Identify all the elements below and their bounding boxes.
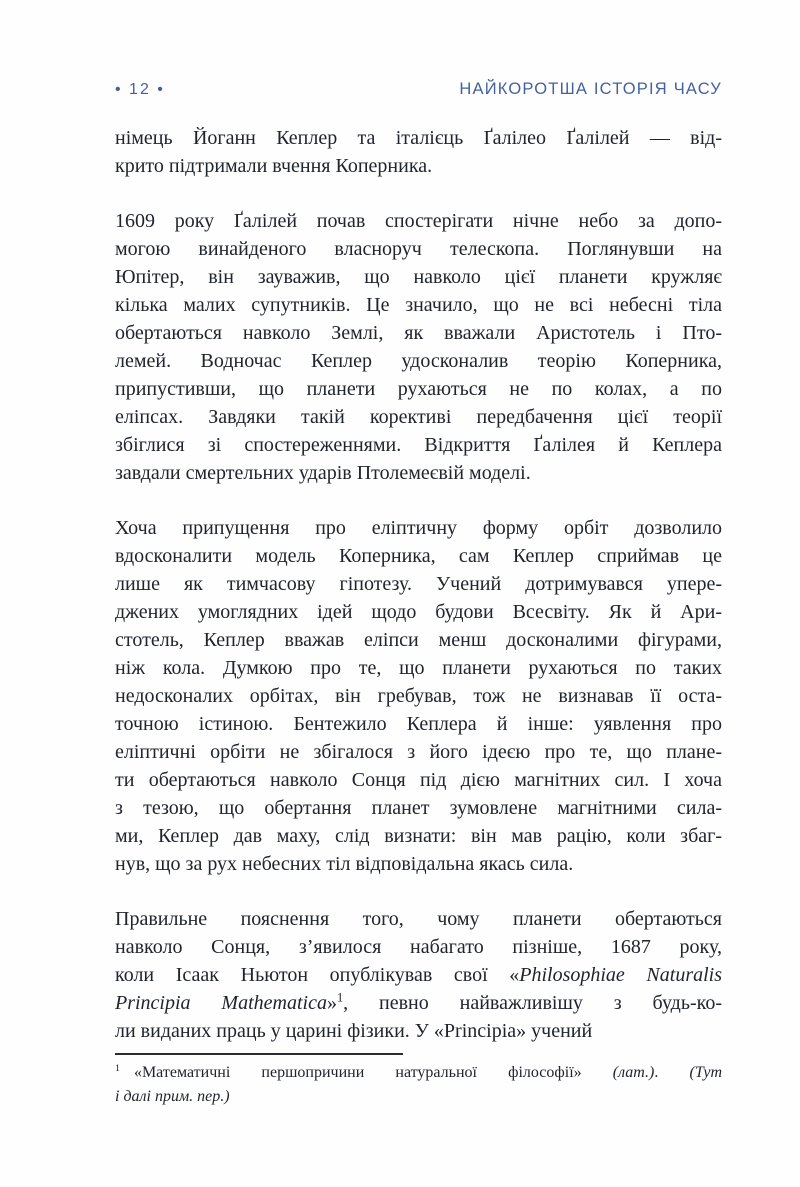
text-line: крито підтримали вчення Коперника. [115,155,433,177]
text-line: лише як тимчасову гіпотезу. Учений дотримувався упере- [115,573,722,595]
footnote [115,1053,722,1109]
running-header [115,80,722,99]
footnote-divider [115,1053,403,1055]
text-block [115,124,722,1072]
text-line: обертаються навколо Землі, як вважали Аристотель і Пто- [115,322,722,344]
text-line: німець Йоганн Кеплер та італієць Ґалілео Ґалілей — від- [115,127,722,149]
text-line: навколо Сонця, з’явилося набагато пізніше, 1687 року, [115,936,722,958]
text-line: еліпсах. Завдяки такій корективі передбачення цієї теорії [115,406,722,428]
text-line: кілька малих супутників. Це значило, що не всі небесні тіла [115,294,722,316]
text-line: Хоча припущення про еліптичну форму орбіт дозволило [115,517,722,539]
text-line: лемей. Водночас Кеплер удосконалив теорію Коперника, [115,350,722,372]
text-line: точною істиною. Бентежило Кеплера й інше: уявлення про [115,713,722,735]
paragraph [115,124,722,180]
text-line: джених умоглядних ідей щодо будови Всесвіту. Як й Ари- [115,601,722,623]
text-line: ми, Кеплер дав маху, слід визнати: він мав рацію, коли збаг- [115,825,722,847]
text-line: Правильне пояснення того, чому планети обертаються [115,908,722,930]
text-line: збіглися зі спостереженнями. Відкриття Ґалілея й Кеплера [115,434,722,456]
text-line: нув, що за рух небесних тіл відповідальна якась сила. [115,853,574,875]
text-line: Юпітер, він зауважив, що навколо цієї планети кружляє [115,266,722,288]
running-title: НАЙКОРОТША ІСТОРІЯ ЧАСУ [459,80,722,98]
text-line: 1609 року Ґалілей почав спостерігати нічне небо за допо- [115,210,722,232]
footnote-line: $^1$ «Математичні першопричини натуральної філософії» (лат.). (Тут [115,1062,722,1081]
paragraph [115,905,722,1045]
text-line: стотель, Кеплер вважав еліпси менш досконалими фігурами, [115,629,722,651]
footnote-text [115,1061,722,1109]
text-line: припустивши, що планети рухаються не по колах, а по [115,378,722,400]
text-line: з тезою, що обертання планет зумовлене магнітними сила- [115,797,722,819]
page-number: • 12 • [115,81,165,98]
footnote-line: і далі прим. пер.) [115,1088,230,1105]
text-line: ли виданих праць у царині фізики. У «Principia» учений [115,1020,593,1042]
text-line: завдали смертельних ударів Птолемеєвій моделі. [115,462,531,484]
text-line: еліптичні орбіти не збігалося з його ідеєю про те, що плане- [115,741,722,763]
text-line: недосконалих орбітах, він гребував, тож не визнавав її оста- [115,685,722,707]
text-line: могою винайденого власноруч телескопа. Поглянувши на [115,238,722,260]
text-line: ти обертаються навколо Сонця під дією магнітних сил. І хоча [115,769,722,791]
text-line: Principia Mathematica»$^1$, певно найважливішу з будь-ко- [115,990,722,1014]
paragraph [115,514,722,878]
text-line: вдосконалити модель Коперника, сам Кеплер сприймав це [115,545,722,567]
text-line: ніж кола. Думкою про те, що планети рухаються по таких [115,657,722,679]
paragraph [115,207,722,487]
text-line: коли Ісаак Ньютон опублікував свої «Philosophiae Naturalis [115,964,722,986]
